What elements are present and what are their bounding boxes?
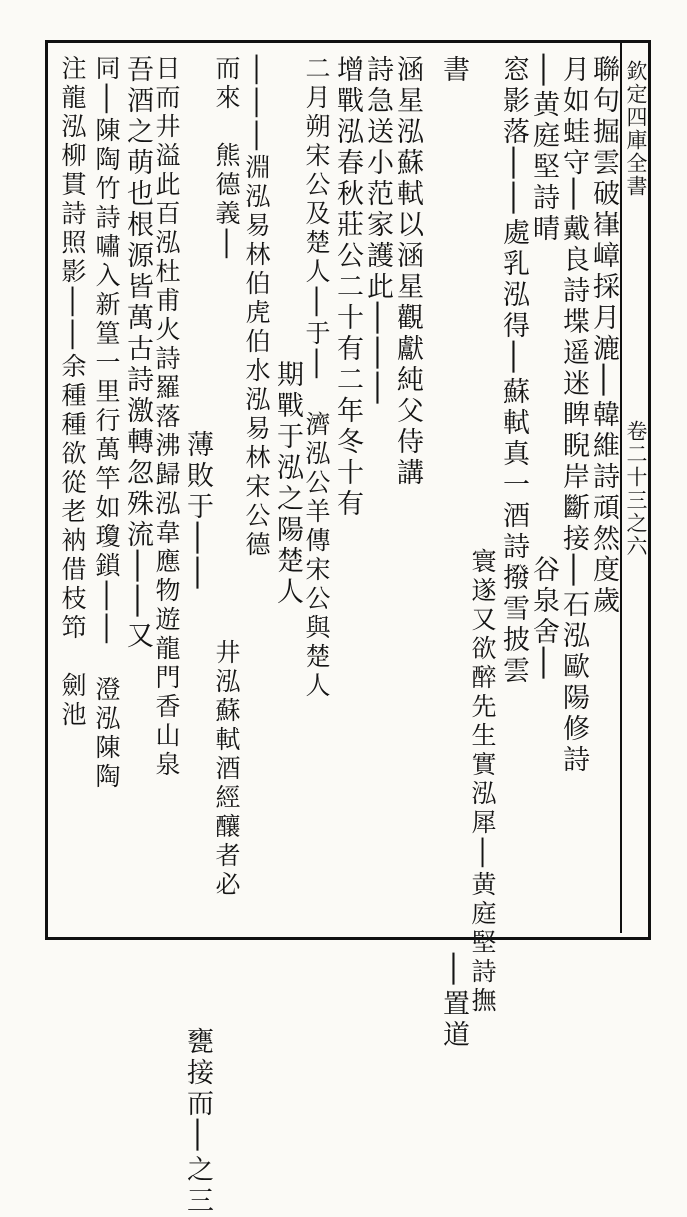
text-column-3: │黄庭堅詩晴 谷泉舍│ (528, 55, 559, 683)
text-column-2: 月如蛙守│戴良詩堞遥迷睥睨岸斷接│石泓歐陽修詩 (558, 55, 589, 776)
text-column-15: 日而井溢此百泓杜甫火詩羅落沸歸泓韋應物遊龍門香山泉 (152, 55, 181, 780)
text-column-1: 聯句掘雲破嵂嶂採月漉│韓維詩頑然度歲 (588, 55, 619, 617)
center-fold-rule (620, 43, 622, 933)
text-column-16: 吾酒之萌也根源皆萬古詩激轉忽殊流││又 (122, 55, 153, 652)
text-column-17: 同│陳陶竹詩嘯入新篁一里行萬竿如瓊鎖││ 澄泓陳陶 (92, 55, 121, 792)
side-title: 欽定四庫全書 (624, 60, 648, 198)
text-column-9: 增戰泓春秋莊公二十有二年冬十有 (332, 55, 363, 520)
text-column-12: │││淵泓易林伯虎伯水泓易林宋公德 (242, 55, 271, 560)
volume-label: 卷二十三之六 (624, 420, 648, 558)
text-column-5: 寰遂又欲醉先生實泓犀│黄庭堅詩撫 (468, 55, 497, 1016)
text-column-6: 書 │置道 (438, 55, 469, 1051)
text-column-4: 窓影落││處乳泓得│蘇軾真一酒詩撥雪披雲 (498, 55, 529, 687)
text-column-8: 詩急送小范家護此│││ (362, 55, 393, 408)
text-column-14: 薄敗于││ 甕接而│之三 (182, 430, 213, 1217)
text-column-10: 二月朔宋公及楚人│于│ 濟泓公羊傳宋公與楚人 (302, 55, 331, 701)
text-column-13: 而來 熊德義│ 井泓蘇軾酒經釀者必 (212, 55, 241, 900)
text-column-11: 期戰于泓之陽楚人 (272, 360, 303, 608)
text-column-7: 涵星泓蘇軾以涵星觀獻純父侍講 (392, 55, 423, 489)
text-column-18: 注龍泓柳貫詩照影││余種種欲從老衲借枝笻 劍池 (58, 55, 87, 730)
